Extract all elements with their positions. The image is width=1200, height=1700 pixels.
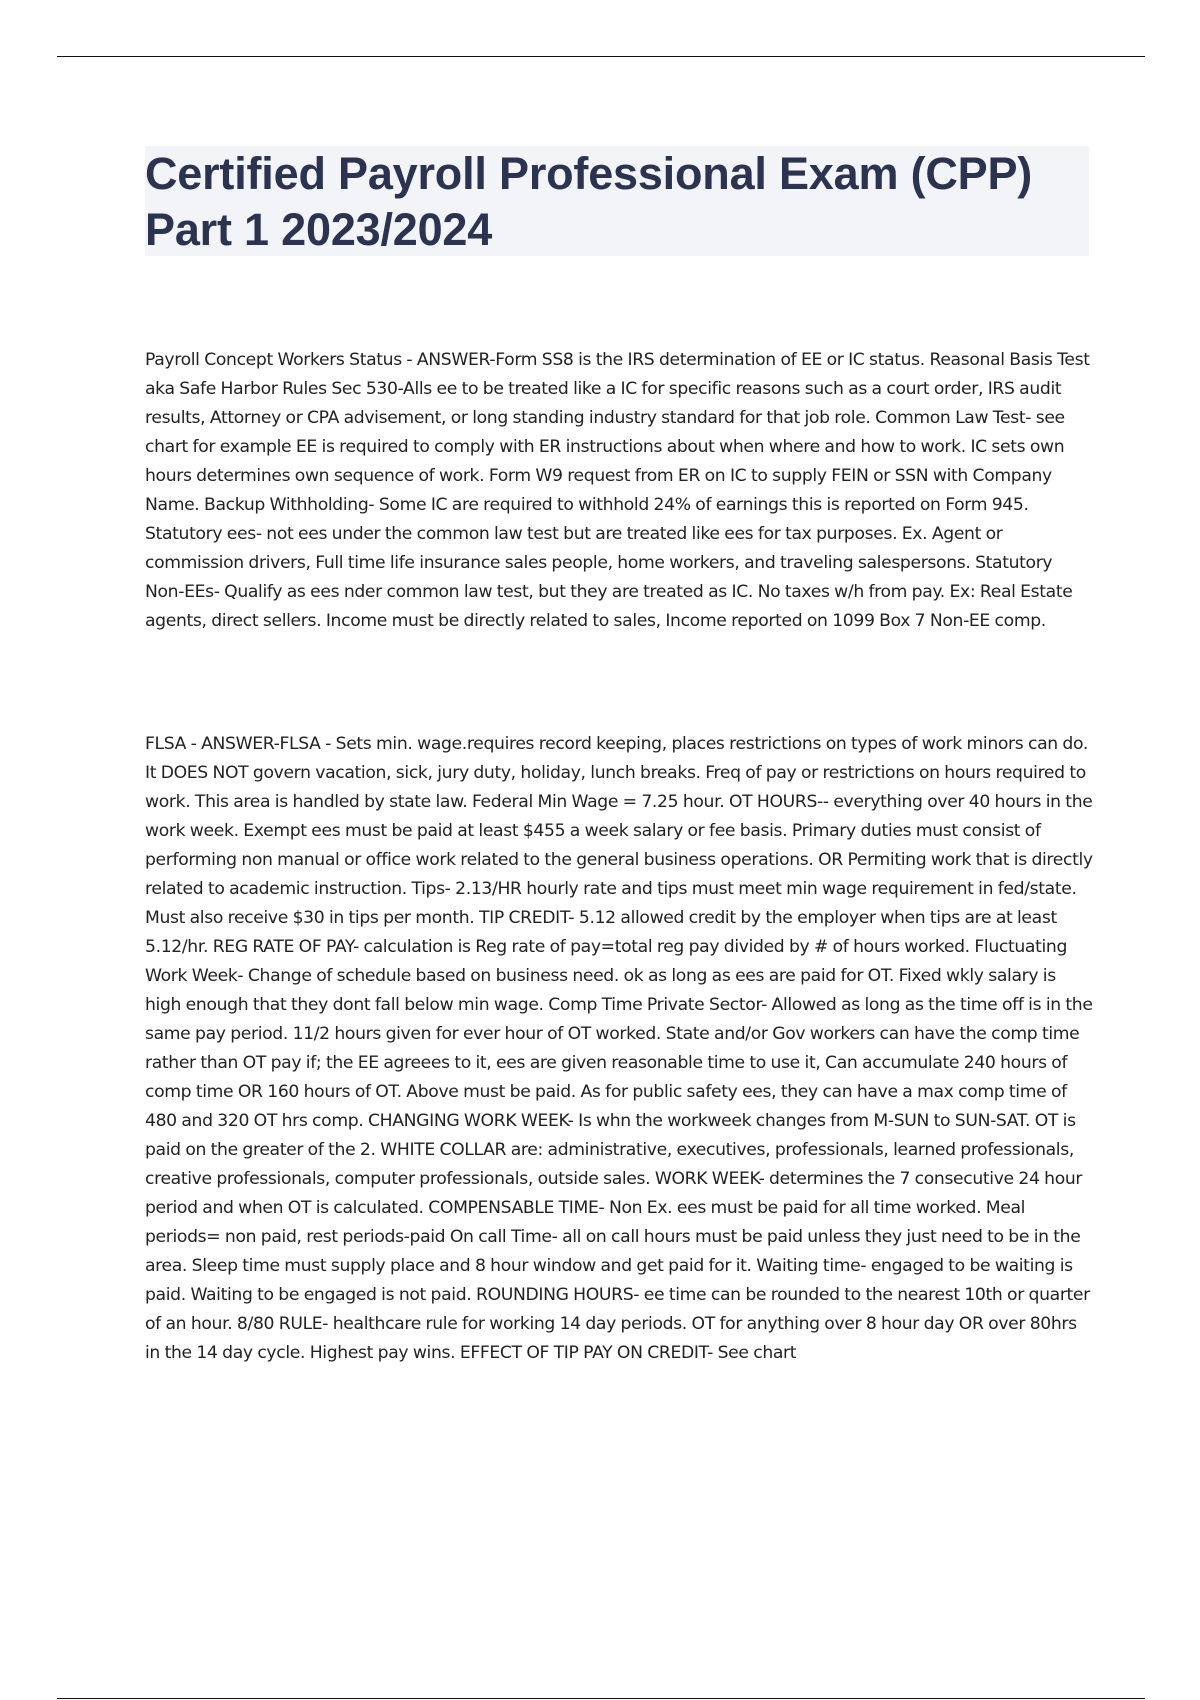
paragraph-flsa: FLSA - ANSWER-FLSA - Sets min. wage.requires record keeping, places restrictions on types of work minors can do. It DOES NOT govern vacation, sick, jury duty, holiday, lunch breaks. Freq of pay or restrictions on hours required to work. This area is handled by state law. Federal Min Wage = 7.25 hour. OT HOURS-- everything over 40 hours in the work week. Exempt ees must be paid at least $455 a week salary or fee basis. Primary duties must consist of performing non manual or office work related to the general business operations. OR Permiting work that is directly related to academic instruction. Tips- 2.13/HR hourly rate and tips must meet min wage requirement in fed/state. Must also receive $30 in tips per month. TIP CREDIT- 5.12 allowed credit by the employer when tips are at least 5.12/hr. REG RATE OF PAY- calculation is Reg rate of pay=total reg pay divided by # of hours worked. Fluctuating Work Week- Change of schedule based on business need. ok as long as ees are paid for OT. Fixed wkly salary is high enough that they dont fall below min wage. Comp Time Private Sector- Allowed as long as the time off is in the same pay period. 11/2 hours given for ever hour of OT worked. State and/or Gov workers can have the comp time rather than OT pay if; the EE agreees to it, ees are given reasonable time to use it, Can accumulate 240 hours of comp time OR 160 hours of OT. Above must be paid. As for public safety ees, they can have a max comp time of 480 and 320 OT hrs comp. CHANGING WORK WEEK- Is whn the workweek changes from M-SUN to SUN-SAT. OT is paid on the greater of the 2. WHITE COLLAR are: administrative, executives, professionals, learned professionals, creative professionals, computer professionals, outside sales. WORK WEEK- determines the 7 consecutive 24 hour period and when OT is calculated. COMPENSABLE TIME- Non Ex. ees must be paid for all time worked. Meal periods= non paid, rest periods-paid On call Time- all on call hours must be paid unless they just need to be in the area. Sleep time must supply place and 8 hour window and get paid for it. Waiting time- engaged to be waiting is paid. Waiting to be engaged is not paid. ROUNDING HOURS- ee time can be rounded to the nearest 10th or quarter of an hour. 8/80 RULE- healthcare rule for working 14 day periods. OT for anything over 8 hour day OR over 80hrs in the 14 day cycle. Highest pay wins. EFFECT OF TIP PAY ON CREDIT- See chart: [145, 734, 1093, 1363]
document-title: Certified Payroll Professional Exam (CPP) Part 1 2023/2024: [145, 148, 1033, 255]
paragraph-workers-status: Payroll Concept Workers Status - ANSWER-Form SS8 is the IRS determination of EE or IC status. Reasonal Basis Test aka Safe Harbor Rules Sec 530-Alls ee to be treated like a IC for specific reasons such as a court order, IRS audit results, Attorney or CPA advisement, or long standing industry standard for that job role. Common Law Test- see chart for example EE is required to comply with ER instructions about when where and how to work. IC sets own hours determines own sequence of work. Form W9 request from ER on IC to supply FEIN or SSN with Company Name. Backup Withholding- Some IC are required to withhold 24% of earnings this is reported on Form 945. Statutory ees- not ees under the common law test but are treated like ees for tax purposes. Ex. Agent or commission drivers, Full time life insurance sales people, home workers, and traveling salespersons. Statutory Non-EEs- Qualify as ees nder common law test, but they are treated as IC. No taxes w/h from pay. Ex: Real Estate agents, direct sellers. Income must be directly related to sales, Income reported on 1099 Box 7 Non-EE comp.: [145, 350, 1090, 631]
title-block: [145, 146, 1089, 256]
header-rule: [57, 56, 1145, 57]
footer-rule: [57, 1698, 1145, 1699]
